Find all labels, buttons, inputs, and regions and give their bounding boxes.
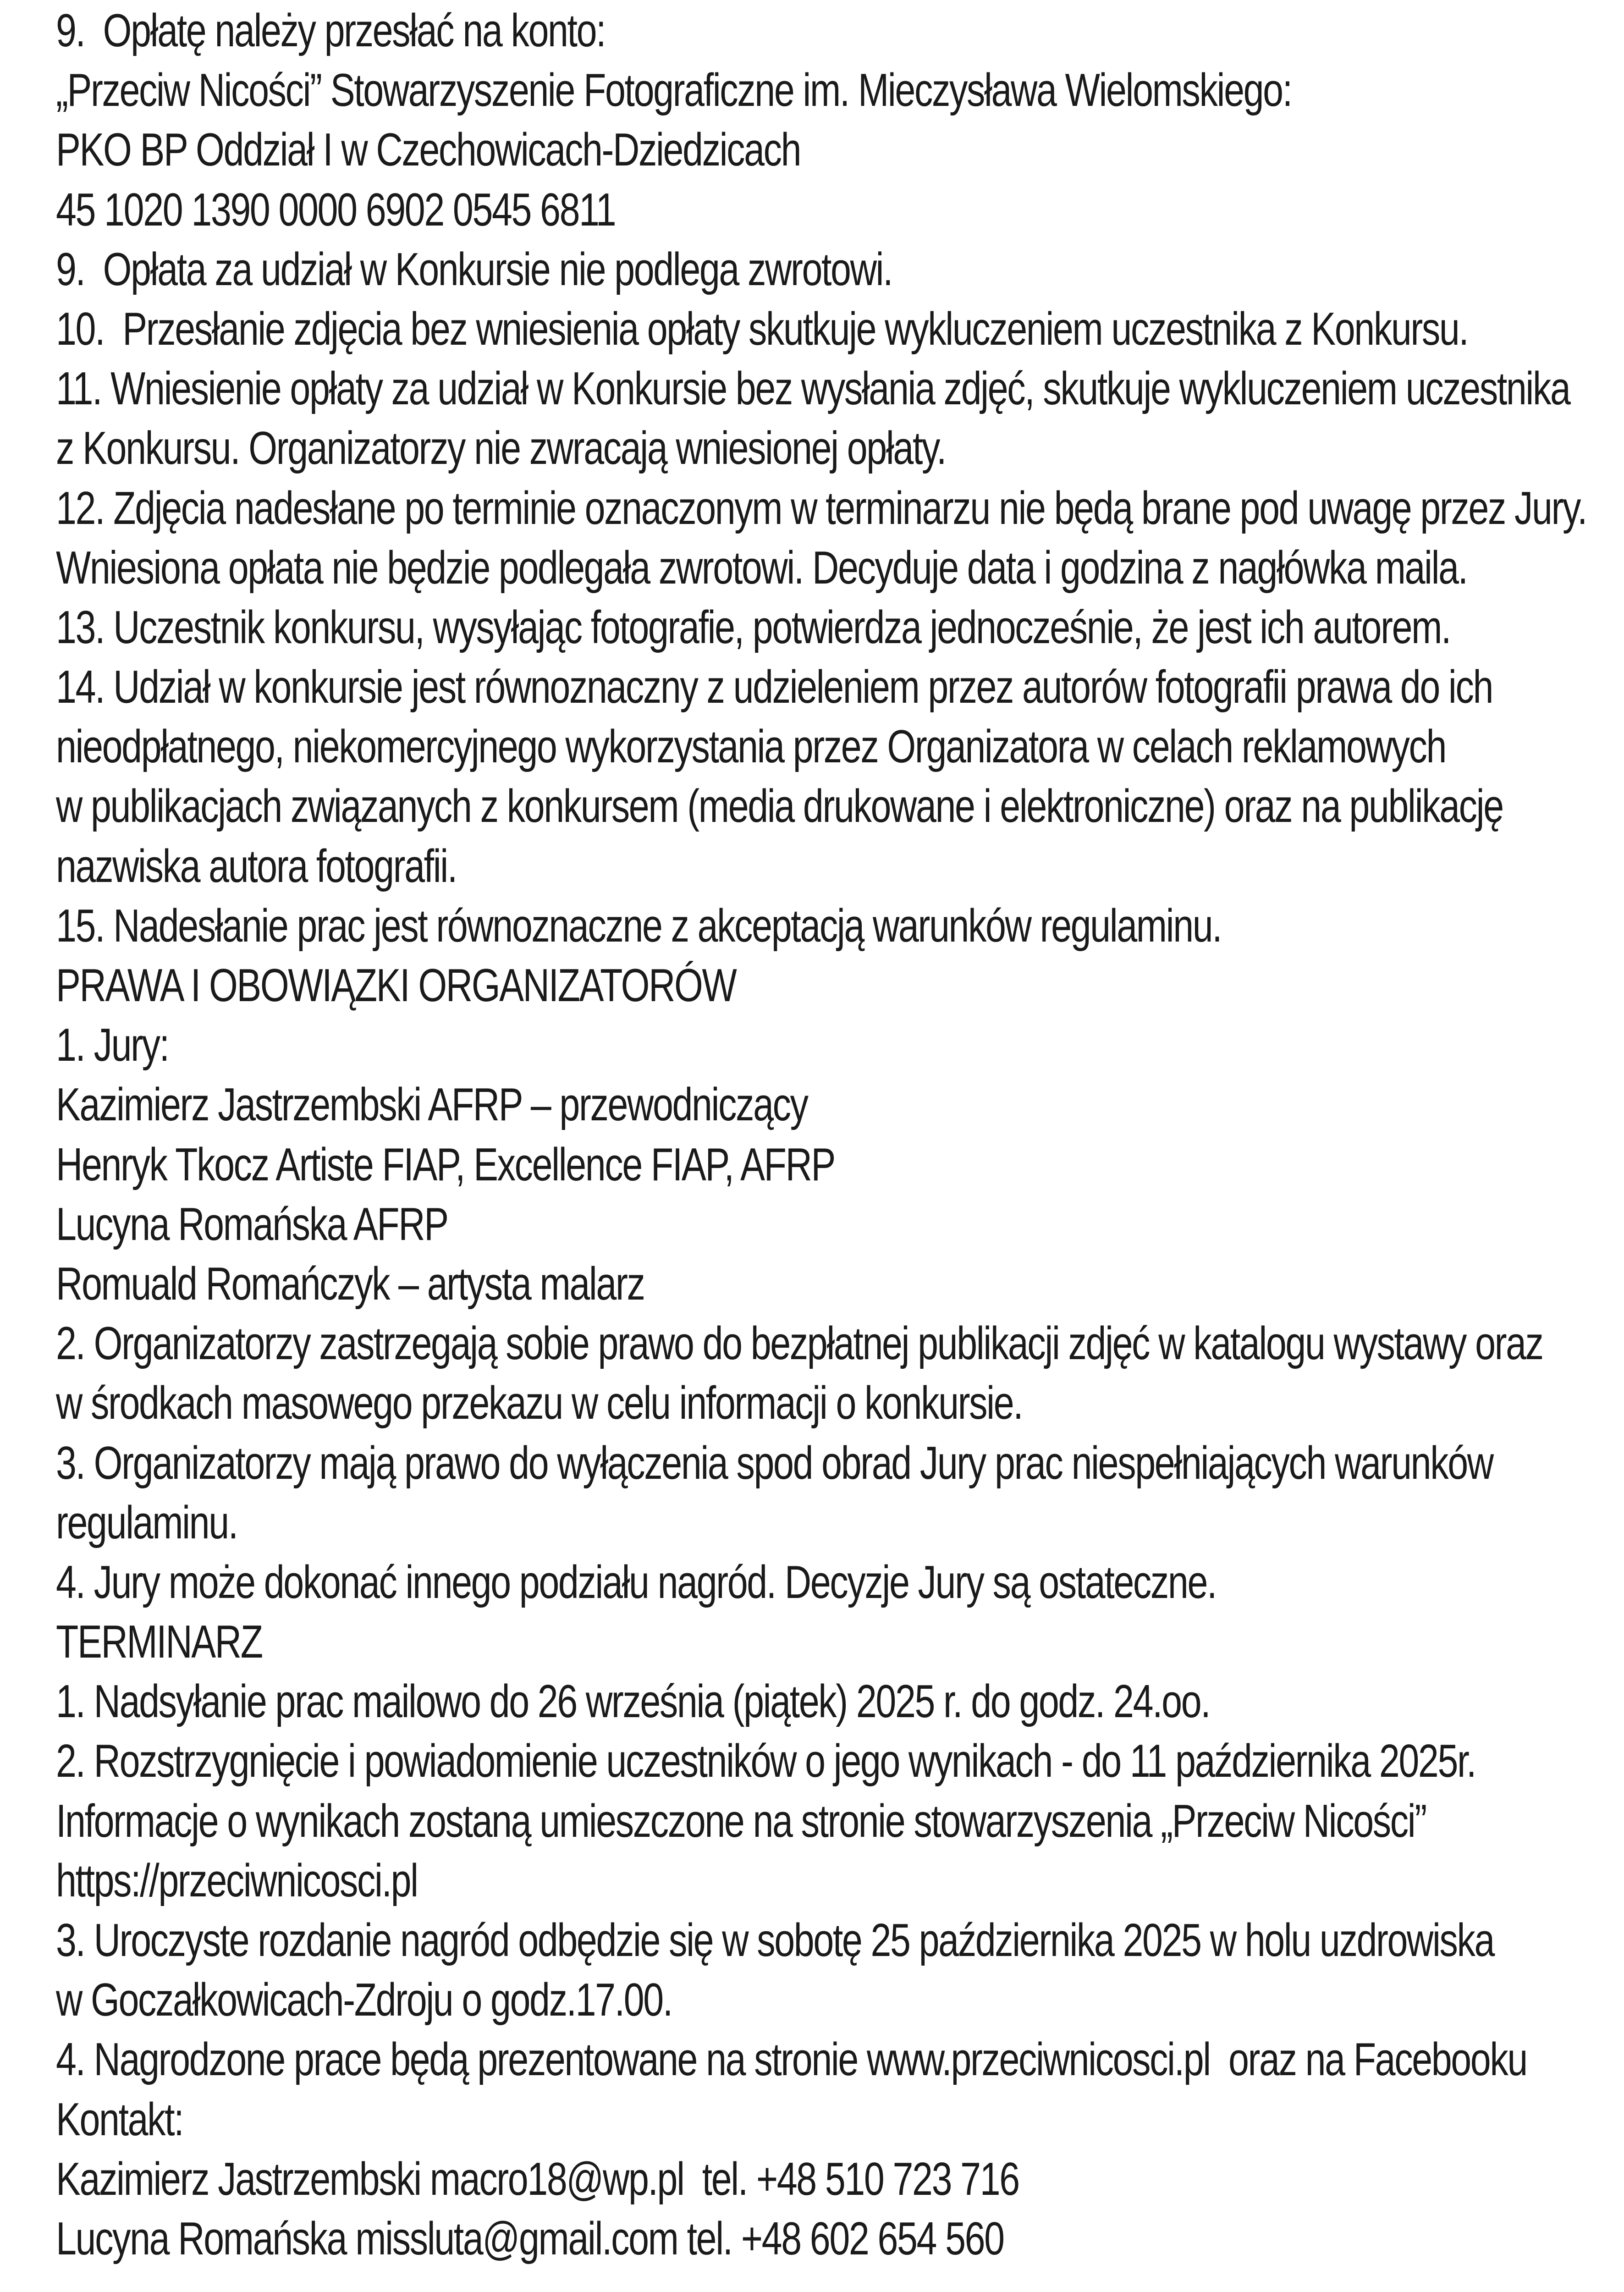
text-line: Wniesiona opłata nie będzie podlegała zwrotowi. Decyduje data i godzina z nagłówka maila. <box>56 542 1467 594</box>
contact-entry: Lucyna Romańska missluta@gmail.com tel. +48 602 654 560 <box>56 2213 1004 2264</box>
text-line: z Konkursu. Organizatorzy nie zwracają wniesionej opłaty. <box>56 423 946 474</box>
text-line: 13. Uczestnik konkursu, wysyłając fotografie, potwierdza jednocześnie, że jest ich autorem. <box>56 601 1451 653</box>
text-line: 9. Opłatę należy przesłać na konto: <box>56 5 606 56</box>
text-line: 45 1020 1390 0000 6902 0545 6811 <box>56 184 616 236</box>
text-line: 1. Jury: <box>56 1019 169 1071</box>
text-line: 11. Wniesienie opłaty za udział w Konkursie bez wysłania zdjęć, skutkuje wykluczeniem uczestnika <box>56 363 1570 415</box>
text-line: 14. Udział w konkursie jest równoznaczny z udzieleniem przez autorów fotografii prawa do ich <box>56 661 1493 713</box>
text-line: nazwiska autora fotografii. <box>56 840 457 892</box>
website-url: https://przeciwnicosci.pl <box>56 1855 418 1906</box>
text-line: 1. Nadsyłanie prac mailowo do 26 września (piątek) 2025 r. do godz. 24.oo. <box>56 1676 1210 1728</box>
jury-member: Romuald Romańczyk – artysta malarz <box>56 1258 644 1310</box>
text-line: nieodpłatnego, niekomercyjnego wykorzystania przez Organizatora w celach reklamowych <box>56 721 1446 773</box>
section-heading: TERMINARZ <box>56 1616 262 1668</box>
section-heading: PRAWA I OBOWIĄZKI ORGANIZATORÓW <box>56 960 736 1011</box>
document-body <box>56 0 1596 2270</box>
text-line: 3. Uroczyste rozdanie nagród odbędzie się w sobotę 25 października 2025 w holu uzdrowiska <box>56 1915 1494 1966</box>
text-line: 15. Nadesłanie prac jest równoznaczne z akceptacją warunków regulaminu. <box>56 900 1222 952</box>
text-line: Informacje o wynikach zostaną umieszczone na stronie stowarzyszenia „Przeciw Nicości” <box>56 1795 1426 1847</box>
text-line: 2. Rozstrzygnięcie i powiadomienie uczestników o jego wynikach - do 11 października 2025r. <box>56 1736 1476 1787</box>
text-line: w publikacjach związanych z konkursem (media drukowane i elektroniczne) oraz na publikację <box>56 781 1503 832</box>
contact-entry: Kazimierz Jastrzembski macro18@wp.pl tel. +48 510 723 716 <box>56 2153 1019 2205</box>
text-line: „Przeciw Nicości” Stowarzyszenie Fotograficzne im. Mieczysława Wielomskiego: <box>56 65 1292 116</box>
jury-member: Henryk Tkocz Artiste FIAP, Excellence FIAP, AFRP <box>56 1139 835 1190</box>
text-line: w środkach masowego przekazu w celu informacji o konkursie. <box>56 1377 1023 1429</box>
text-line: w Goczałkowicach-Zdroju o godz.17.00. <box>56 1974 672 2026</box>
contact-heading: Kontakt: <box>56 2094 183 2145</box>
text-line: 2. Organizatorzy zastrzegają sobie prawo do bezpłatnej publikacji zdjęć w katalogu wystawy oraz <box>56 1318 1543 1370</box>
jury-member: Lucyna Romańska AFRP <box>56 1198 448 1250</box>
text-line: 9. Opłata za udział w Konkursie nie podlega zwrotowi. <box>56 243 892 295</box>
text-line: 3. Organizatorzy mają prawo do wyłączenia spod obrad Jury prac niespełniających warunków <box>56 1437 1493 1489</box>
text-line: 4. Nagrodzone prace będą prezentowane na stronie www.przeciwnicosci.pl oraz na Facebooku <box>56 2034 1527 2086</box>
text-line: regulaminu. <box>56 1497 237 1548</box>
text-line: PKO BP Oddział I w Czechowicach-Dziedzicach <box>56 124 801 176</box>
text-line: 10. Przesłanie zdjęcia bez wniesienia opłaty skutkuje wykluczeniem uczestnika z Konkursu. <box>56 303 1468 355</box>
text-line: 4. Jury może dokonać innego podziału nagród. Decyzje Jury są ostateczne. <box>56 1556 1217 1608</box>
jury-member: Kazimierz Jastrzembski AFRP – przewodniczący <box>56 1079 808 1131</box>
text-line: 12. Zdjęcia nadesłane po terminie oznaczonym w terminarzu nie będą brane pod uwagę przez Jury. <box>56 482 1587 534</box>
